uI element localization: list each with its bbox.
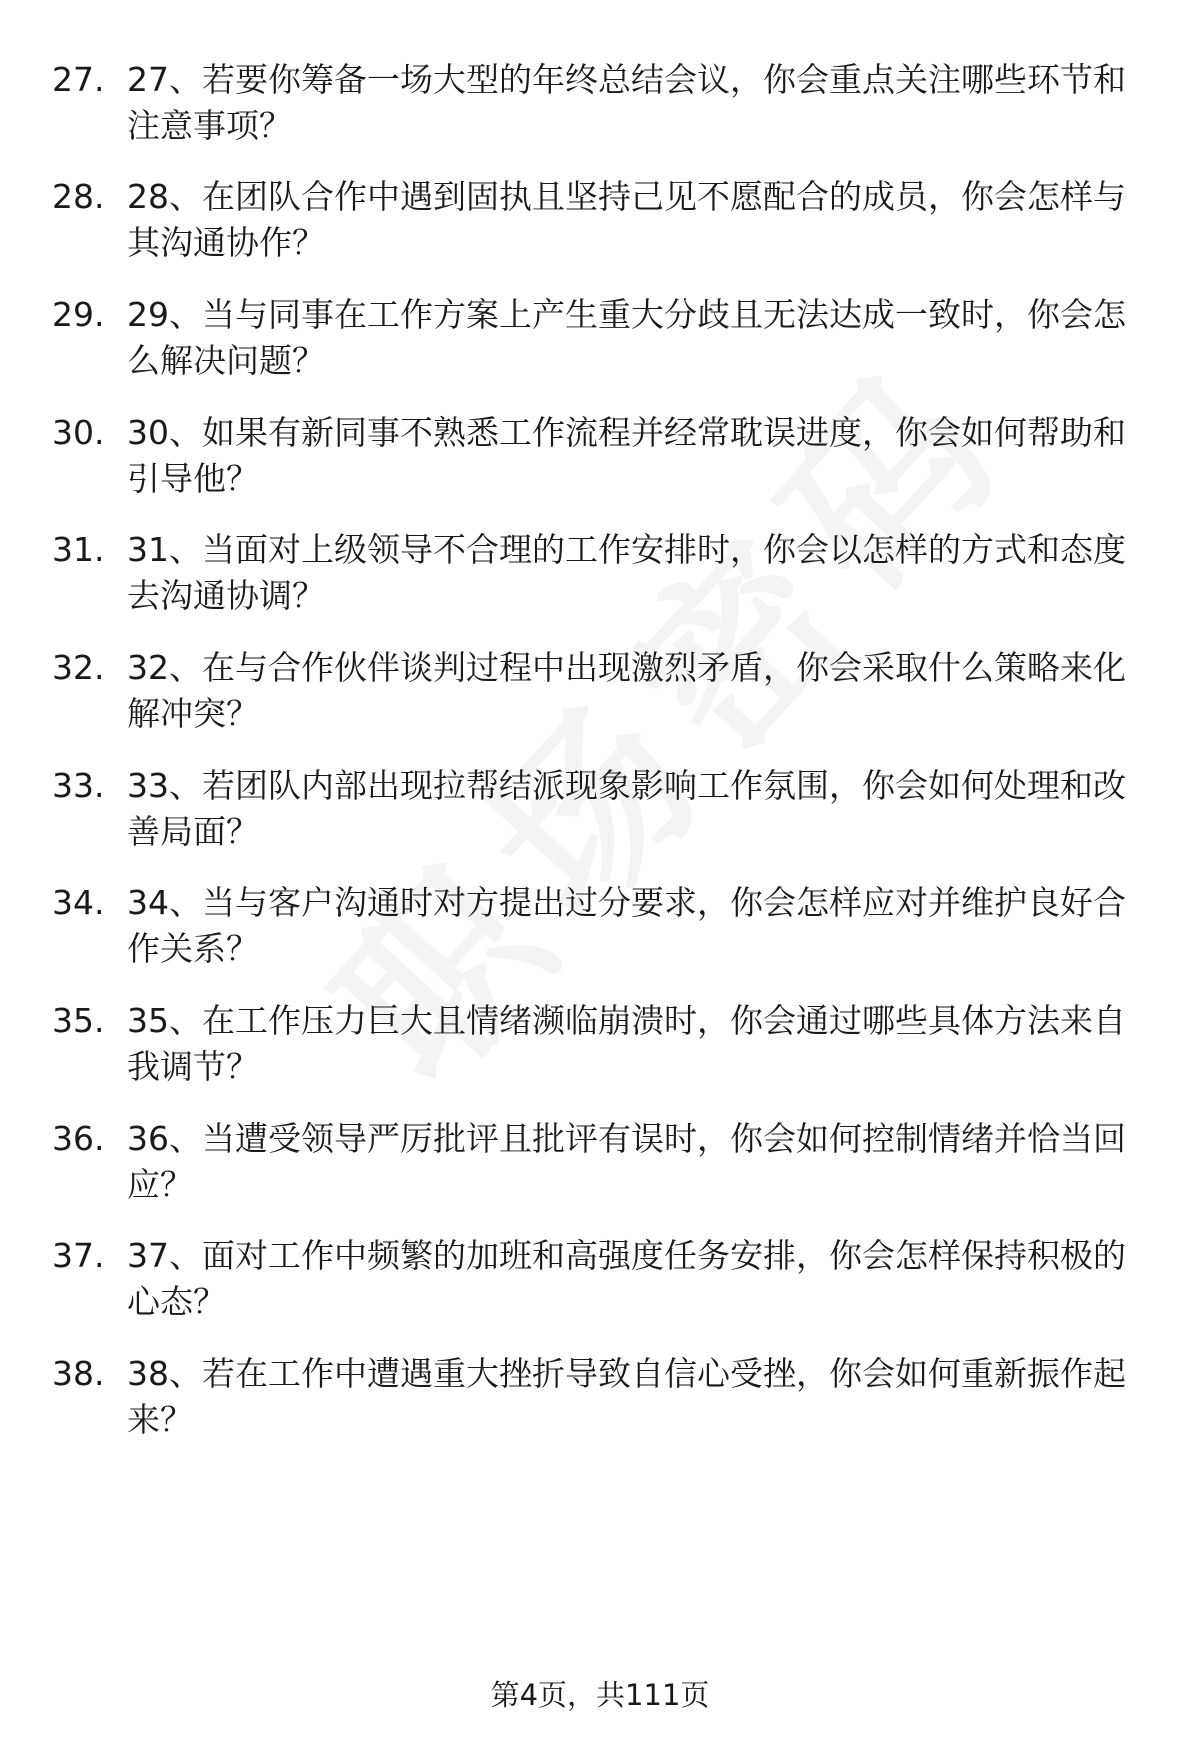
question-text: 38、若在工作中遭遇重大挫折导致自信心受挫，你会如何重新振作起来？ xyxy=(127,1354,1126,1439)
question-text: 33、若团队内部出现拉帮结派现象影响工作氛围，你会如何处理和改善局面？ xyxy=(127,766,1126,851)
question-number: 34. xyxy=(52,883,105,922)
question-text: 34、当与客户沟通时对方提出过分要求，你会怎样应对并维护良好合作关系？ xyxy=(127,883,1126,968)
question-text: 37、面对工作中频繁的加班和高强度任务安排，你会怎样保持积极的心态？ xyxy=(127,1236,1126,1321)
question-number: 29. xyxy=(52,295,105,334)
question-item xyxy=(50,1351,1160,1451)
question-item xyxy=(50,1233,1160,1333)
question-item xyxy=(50,410,1160,510)
question-number: 28. xyxy=(52,177,105,216)
question-item xyxy=(50,880,1160,980)
question-number: 30. xyxy=(52,413,105,452)
question-text: 32、在与合作伙伴谈判过程中出现激烈矛盾，你会采取什么策略来化解冲突？ xyxy=(127,648,1126,733)
question-number: 36. xyxy=(52,1119,105,1158)
question-item xyxy=(50,527,1160,627)
question-text: 28、在团队合作中遇到固执且坚持己见不愿配合的成员，你会怎样与其沟通协作？ xyxy=(127,177,1126,262)
question-text: 31、当面对上级领导不合理的工作安排时，你会以怎样的方式和态度去沟通协调？ xyxy=(127,530,1126,615)
question-number: 31. xyxy=(52,530,105,569)
question-number: 33. xyxy=(52,766,105,805)
question-item xyxy=(50,1116,1160,1216)
question-number: 35. xyxy=(52,1001,105,1040)
question-item xyxy=(50,174,1160,274)
question-text: 27、若要你筹备一场大型的年终总结会议，你会重点关注哪些环节和注意事项？ xyxy=(127,60,1126,145)
question-item xyxy=(50,57,1160,157)
question-item xyxy=(50,998,1160,1098)
question-item xyxy=(50,292,1160,392)
question-item xyxy=(50,763,1160,863)
question-number: 32. xyxy=(52,648,105,687)
question-number: 37. xyxy=(52,1236,105,1275)
question-number: 38. xyxy=(52,1354,105,1393)
question-item xyxy=(50,645,1160,745)
page-footer: 第4页，共111页 xyxy=(490,1678,710,1712)
question-text: 35、在工作压力巨大且情绪濒临崩溃时，你会通过哪些具体方法来自我调节？ xyxy=(127,1001,1126,1086)
question-number: 27. xyxy=(52,60,105,99)
question-text: 36、当遭受领导严厉批评且批评有误时，你会如何控制情绪并恰当回应？ xyxy=(127,1119,1126,1204)
question-text: 30、如果有新同事不熟悉工作流程并经常耽误进度，你会如何帮助和引导他？ xyxy=(127,413,1126,498)
question-text: 29、当与同事在工作方案上产生重大分歧且无法达成一致时，你会怎么解决问题？ xyxy=(127,295,1126,380)
